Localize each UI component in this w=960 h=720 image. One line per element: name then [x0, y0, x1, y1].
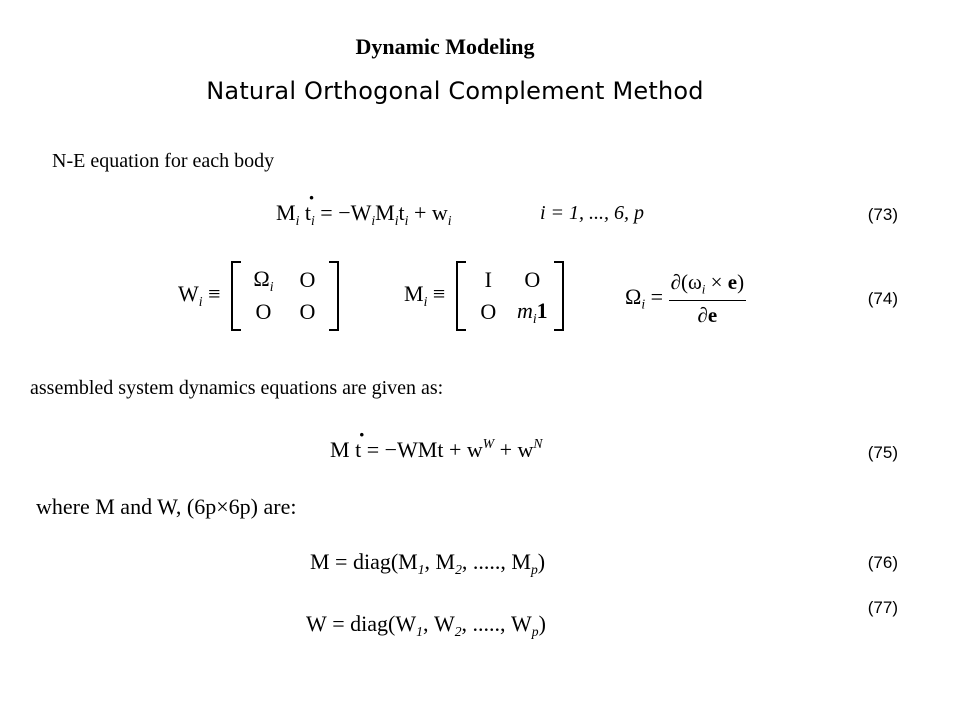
equation-74-m-matrix: $M_i$ ≡ I O O $m_i1$	[404, 261, 564, 331]
equation-number-77: (77)	[867, 598, 898, 617]
equation-74-omega: $\Omega_i$ = $\frac{\partial(\omega_i \times e)}{\partial e}$	[625, 270, 745, 327]
equation-74-w-matrix: $W_i$ ≡ $\Omega_i$ O O O	[178, 261, 339, 331]
ne-equation-label: N-E equation for each body	[52, 150, 275, 172]
equation-number-74: (74)	[867, 289, 898, 308]
equation-number-73: (73)	[867, 205, 898, 224]
equation-73-range: i = 1, ..., 6, p	[540, 202, 645, 224]
assembled-equations-label: assembled system dynamics equations are given as:	[30, 377, 444, 399]
equation-75: M t · = $-WMt + w^W + w^N$	[330, 436, 543, 463]
equation-76: $M = diag(M_1$, $M_2$, ....., $M_p$)	[310, 549, 546, 577]
page-title: Dynamic Modeling	[355, 34, 535, 59]
page-subtitle: Natural Orthogonal Complement Method	[206, 77, 704, 105]
equation-number-76: (76)	[867, 553, 898, 572]
equation-77: $W = diag(W_1$, $W_2$, ....., $W_p$)	[306, 611, 546, 639]
equation-73: $M_i$ $t \cdot_i = -W_iM_it_i + w_i$	[276, 200, 452, 229]
equation-number-75: (75)	[867, 443, 898, 462]
where-label: where M and W, (6p×6p) are:	[36, 494, 297, 519]
